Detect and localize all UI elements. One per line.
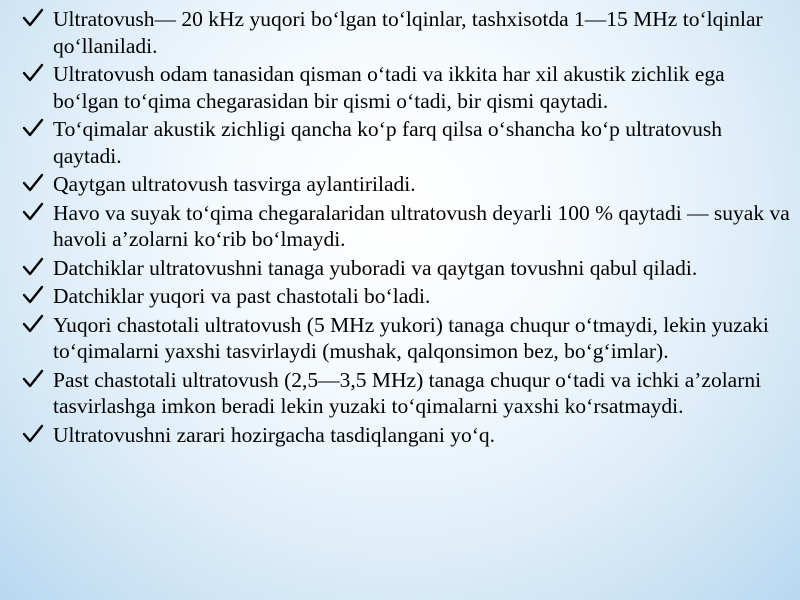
- list-item: [20, 116, 790, 169]
- list-item: [20, 200, 790, 253]
- bullet-list: [20, 6, 790, 450]
- list-item-text: To‘qimalar akustik zichligi qancha ko‘p farq qilsa o‘shancha ko‘p ultratovush qaytadi.: [53, 117, 722, 168]
- list-item: [20, 312, 790, 365]
- list-item-text: Past chastotali ultratovush (2,5—3,5 MHz) tanaga chuqur o‘tadi va ichki a’zolarni tasvirlashga imkon beradi lekin yuzaki to‘qimalarni yaxshi ko‘rsatmaydi.: [53, 367, 762, 418]
- checkmark-icon: [22, 116, 44, 142]
- checkmark-icon: [22, 422, 44, 448]
- list-item-text: Yuqori chastotali ultratovush (5 MHz yukori) tanaga chuqur o‘tmaydi, lekin yuzaki to‘qimalarni yaxshi tasvirlaydi (mushak, qalqonsimon bez, bo‘g‘imlar).: [53, 312, 769, 363]
- list-item-text: Datchiklar yuqori va past chastotali bo‘ladi.: [53, 284, 431, 308]
- list-item: [20, 283, 790, 310]
- list-item: [20, 171, 790, 198]
- list-item-text: Ultratovush— 20 kHz yuqori bo‘lgan to‘lqinlar, tashxisotda 1—15 MHz to‘lqinlar qo‘llaniladi.: [53, 7, 763, 58]
- checkmark-icon: [22, 255, 44, 281]
- list-item: [20, 422, 790, 449]
- checkmark-icon: [22, 312, 44, 338]
- list-item: [20, 61, 790, 114]
- checkmark-icon: [22, 61, 44, 87]
- checkmark-icon: [22, 200, 44, 226]
- list-item-text: Ultratovush odam tanasidan qisman o‘tadi va ikkita har xil akustik zichlik ega bo‘lgan to‘qima chegarasidan bir qismi o‘tadi, bir qismi qaytadi.: [53, 62, 725, 113]
- list-item-text: Datchiklar ultratovushni tanaga yuboradi va qaytgan tovushni qabul qiladi.: [53, 255, 698, 280]
- list-item-text: Ultratovushni zarari hozirgacha tasdiqlangani yo‘q.: [53, 422, 495, 447]
- list-item-text: Qaytgan ultratovush tasvirga aylantiriladi.: [53, 172, 416, 196]
- list-item-text: Havo va suyak to‘qima chegaralaridan ultratovush deyarli 100 % qaytadi — suyak va havoli a’zolarni ko‘rib bo‘lmaydi.: [53, 200, 790, 251]
- checkmark-icon: [22, 283, 44, 309]
- checkmark-icon: [22, 6, 44, 32]
- list-item: [20, 367, 790, 420]
- list-item: [20, 255, 790, 282]
- checkmark-icon: [22, 367, 44, 393]
- list-item: [20, 6, 790, 59]
- checkmark-icon: [22, 171, 44, 197]
